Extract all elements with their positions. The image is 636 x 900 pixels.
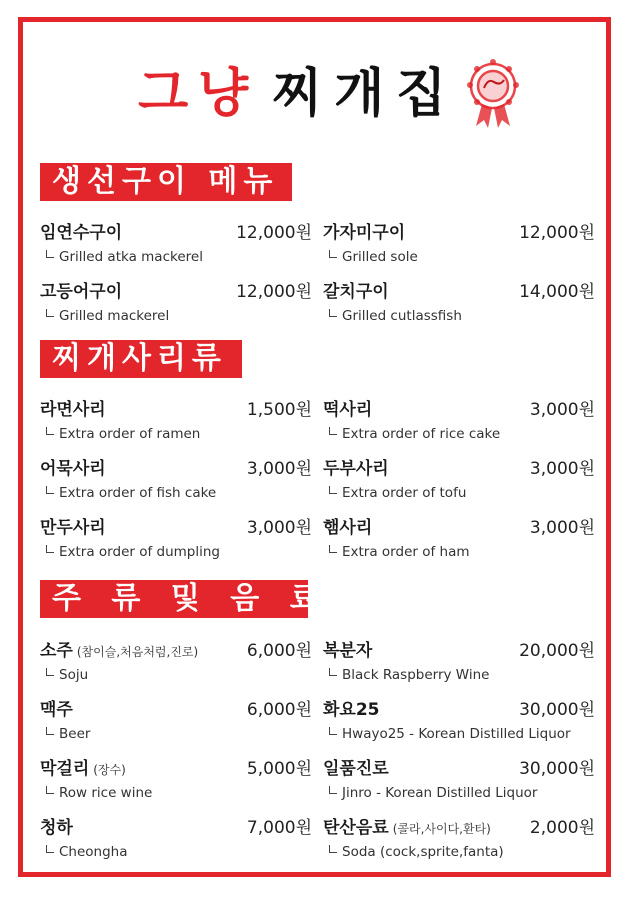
corner-arrow-icon [329, 727, 337, 735]
menu-item [40, 281, 312, 331]
corner-arrow-icon [46, 427, 54, 435]
corner-arrow-icon [46, 309, 54, 317]
item-name: 막걸리 (장수) [40, 759, 126, 779]
item-price: 3,000원 [529, 459, 595, 479]
menu-item [40, 817, 312, 867]
corner-arrow-icon [329, 486, 337, 494]
item-price: 5,000원 [246, 759, 312, 779]
item-price: 7,000원 [246, 818, 312, 838]
section-header-drinks: 주 류 및 음 료 [40, 580, 308, 618]
item-price: 12,000원 [519, 223, 595, 243]
menu-item [40, 699, 312, 749]
title-char: 개 [334, 63, 385, 124]
corner-arrow-icon [329, 250, 337, 258]
item-name: 만두사리 [40, 518, 106, 538]
item-name: 햄사리 [323, 518, 373, 538]
corner-arrow-icon [329, 309, 337, 317]
menu-item [40, 399, 312, 449]
item-description: Grilled atka mackerel [46, 248, 203, 266]
item-price: 20,000원 [519, 641, 595, 661]
item-name: 가자미구이 [323, 223, 406, 243]
item-description: Jinro - Korean Distilled Liquor [329, 784, 537, 802]
item-price: 3,000원 [529, 518, 595, 538]
item-name: 소주 (참이슬,처음처럼,진로) [40, 641, 199, 661]
item-price: 30,000원 [519, 700, 595, 720]
item-description: Black Raspberry Wine [329, 666, 489, 684]
item-name: 탄산음료 (콜라,사이다,환타) [323, 818, 491, 838]
corner-arrow-icon [329, 545, 337, 553]
menu-item [40, 758, 312, 808]
item-description: Beer [46, 725, 90, 743]
item-price: 12,000원 [236, 223, 312, 243]
item-name: 화요25 [323, 700, 380, 720]
corner-arrow-icon [329, 786, 337, 794]
item-price: 6,000원 [246, 641, 312, 661]
corner-arrow-icon [46, 250, 54, 258]
menu-item [40, 517, 312, 567]
item-description: Grilled sole [329, 248, 418, 266]
section-header-stew-extras: 찌개사리류 [40, 340, 242, 378]
item-description: Extra order of tofu [329, 484, 466, 502]
item-name: 맥주 [40, 700, 73, 720]
corner-arrow-icon [329, 845, 337, 853]
item-subnote: (참이슬,처음처럼,진로) [76, 645, 199, 659]
corner-arrow-icon [46, 786, 54, 794]
item-name: 갈치구이 [323, 282, 389, 302]
item-description: Extra order of ham [329, 543, 470, 561]
menu-item [40, 458, 312, 508]
item-name: 고등어구이 [40, 282, 123, 302]
menu-item [40, 222, 312, 272]
corner-arrow-icon [46, 668, 54, 676]
title-char: 찌 [272, 63, 323, 124]
menu-item [323, 222, 595, 272]
item-price: 2,000원 [529, 818, 595, 838]
item-description: Extra order of dumpling [46, 543, 220, 561]
restaurant-title [0, 62, 636, 132]
item-description: Cheongha [46, 843, 128, 861]
item-name: 어묵사리 [40, 459, 106, 479]
item-description: Soju [46, 666, 88, 684]
item-name: 라면사리 [40, 400, 106, 420]
title-char: 냥 [198, 64, 249, 124]
menu-item [323, 640, 595, 690]
item-name: 복분자 [323, 641, 373, 661]
item-price: 1,500원 [246, 400, 312, 420]
menu-item [323, 817, 595, 867]
item-description: Row rice wine [46, 784, 152, 802]
section-header-grilled-fish: 생선구이 메뉴 [40, 163, 292, 201]
item-subnote: (콜라,사이다,환타) [392, 822, 491, 836]
item-price: 30,000원 [519, 759, 595, 779]
menu-item [323, 758, 595, 808]
item-description: Grilled cutlassfish [329, 307, 462, 325]
menu-item [323, 458, 595, 508]
item-subnote: (장수) [93, 763, 126, 777]
item-description: Extra order of fish cake [46, 484, 216, 502]
title-char: 집 [396, 63, 447, 124]
item-price: 3,000원 [246, 459, 312, 479]
item-name: 청하 [40, 818, 73, 838]
menu-item [323, 517, 595, 567]
menu-item [40, 640, 312, 690]
item-description: Soda (cock,sprite,fanta) [329, 843, 504, 861]
item-price: 3,000원 [529, 400, 595, 420]
seal-stamp-icon [462, 58, 524, 130]
corner-arrow-icon [46, 727, 54, 735]
corner-arrow-icon [329, 427, 337, 435]
corner-arrow-icon [46, 545, 54, 553]
item-description: Hwayo25 - Korean Distilled Liquor [329, 725, 571, 743]
menu-item [323, 699, 595, 749]
item-description: Grilled mackerel [46, 307, 169, 325]
item-description: Extra order of ramen [46, 425, 200, 443]
item-name: 떡사리 [323, 400, 373, 420]
item-price: 3,000원 [246, 518, 312, 538]
item-name: 두부사리 [323, 459, 389, 479]
item-price: 6,000원 [246, 700, 312, 720]
item-description: Extra order of rice cake [329, 425, 500, 443]
title-char: 그 [138, 64, 189, 124]
menu-item [323, 281, 595, 331]
corner-arrow-icon [329, 668, 337, 676]
item-price: 12,000원 [236, 282, 312, 302]
corner-arrow-icon [46, 486, 54, 494]
menu-item [323, 399, 595, 449]
item-name: 임연수구이 [40, 223, 123, 243]
corner-arrow-icon [46, 845, 54, 853]
item-name: 일품진로 [323, 759, 389, 779]
item-price: 14,000원 [519, 282, 595, 302]
